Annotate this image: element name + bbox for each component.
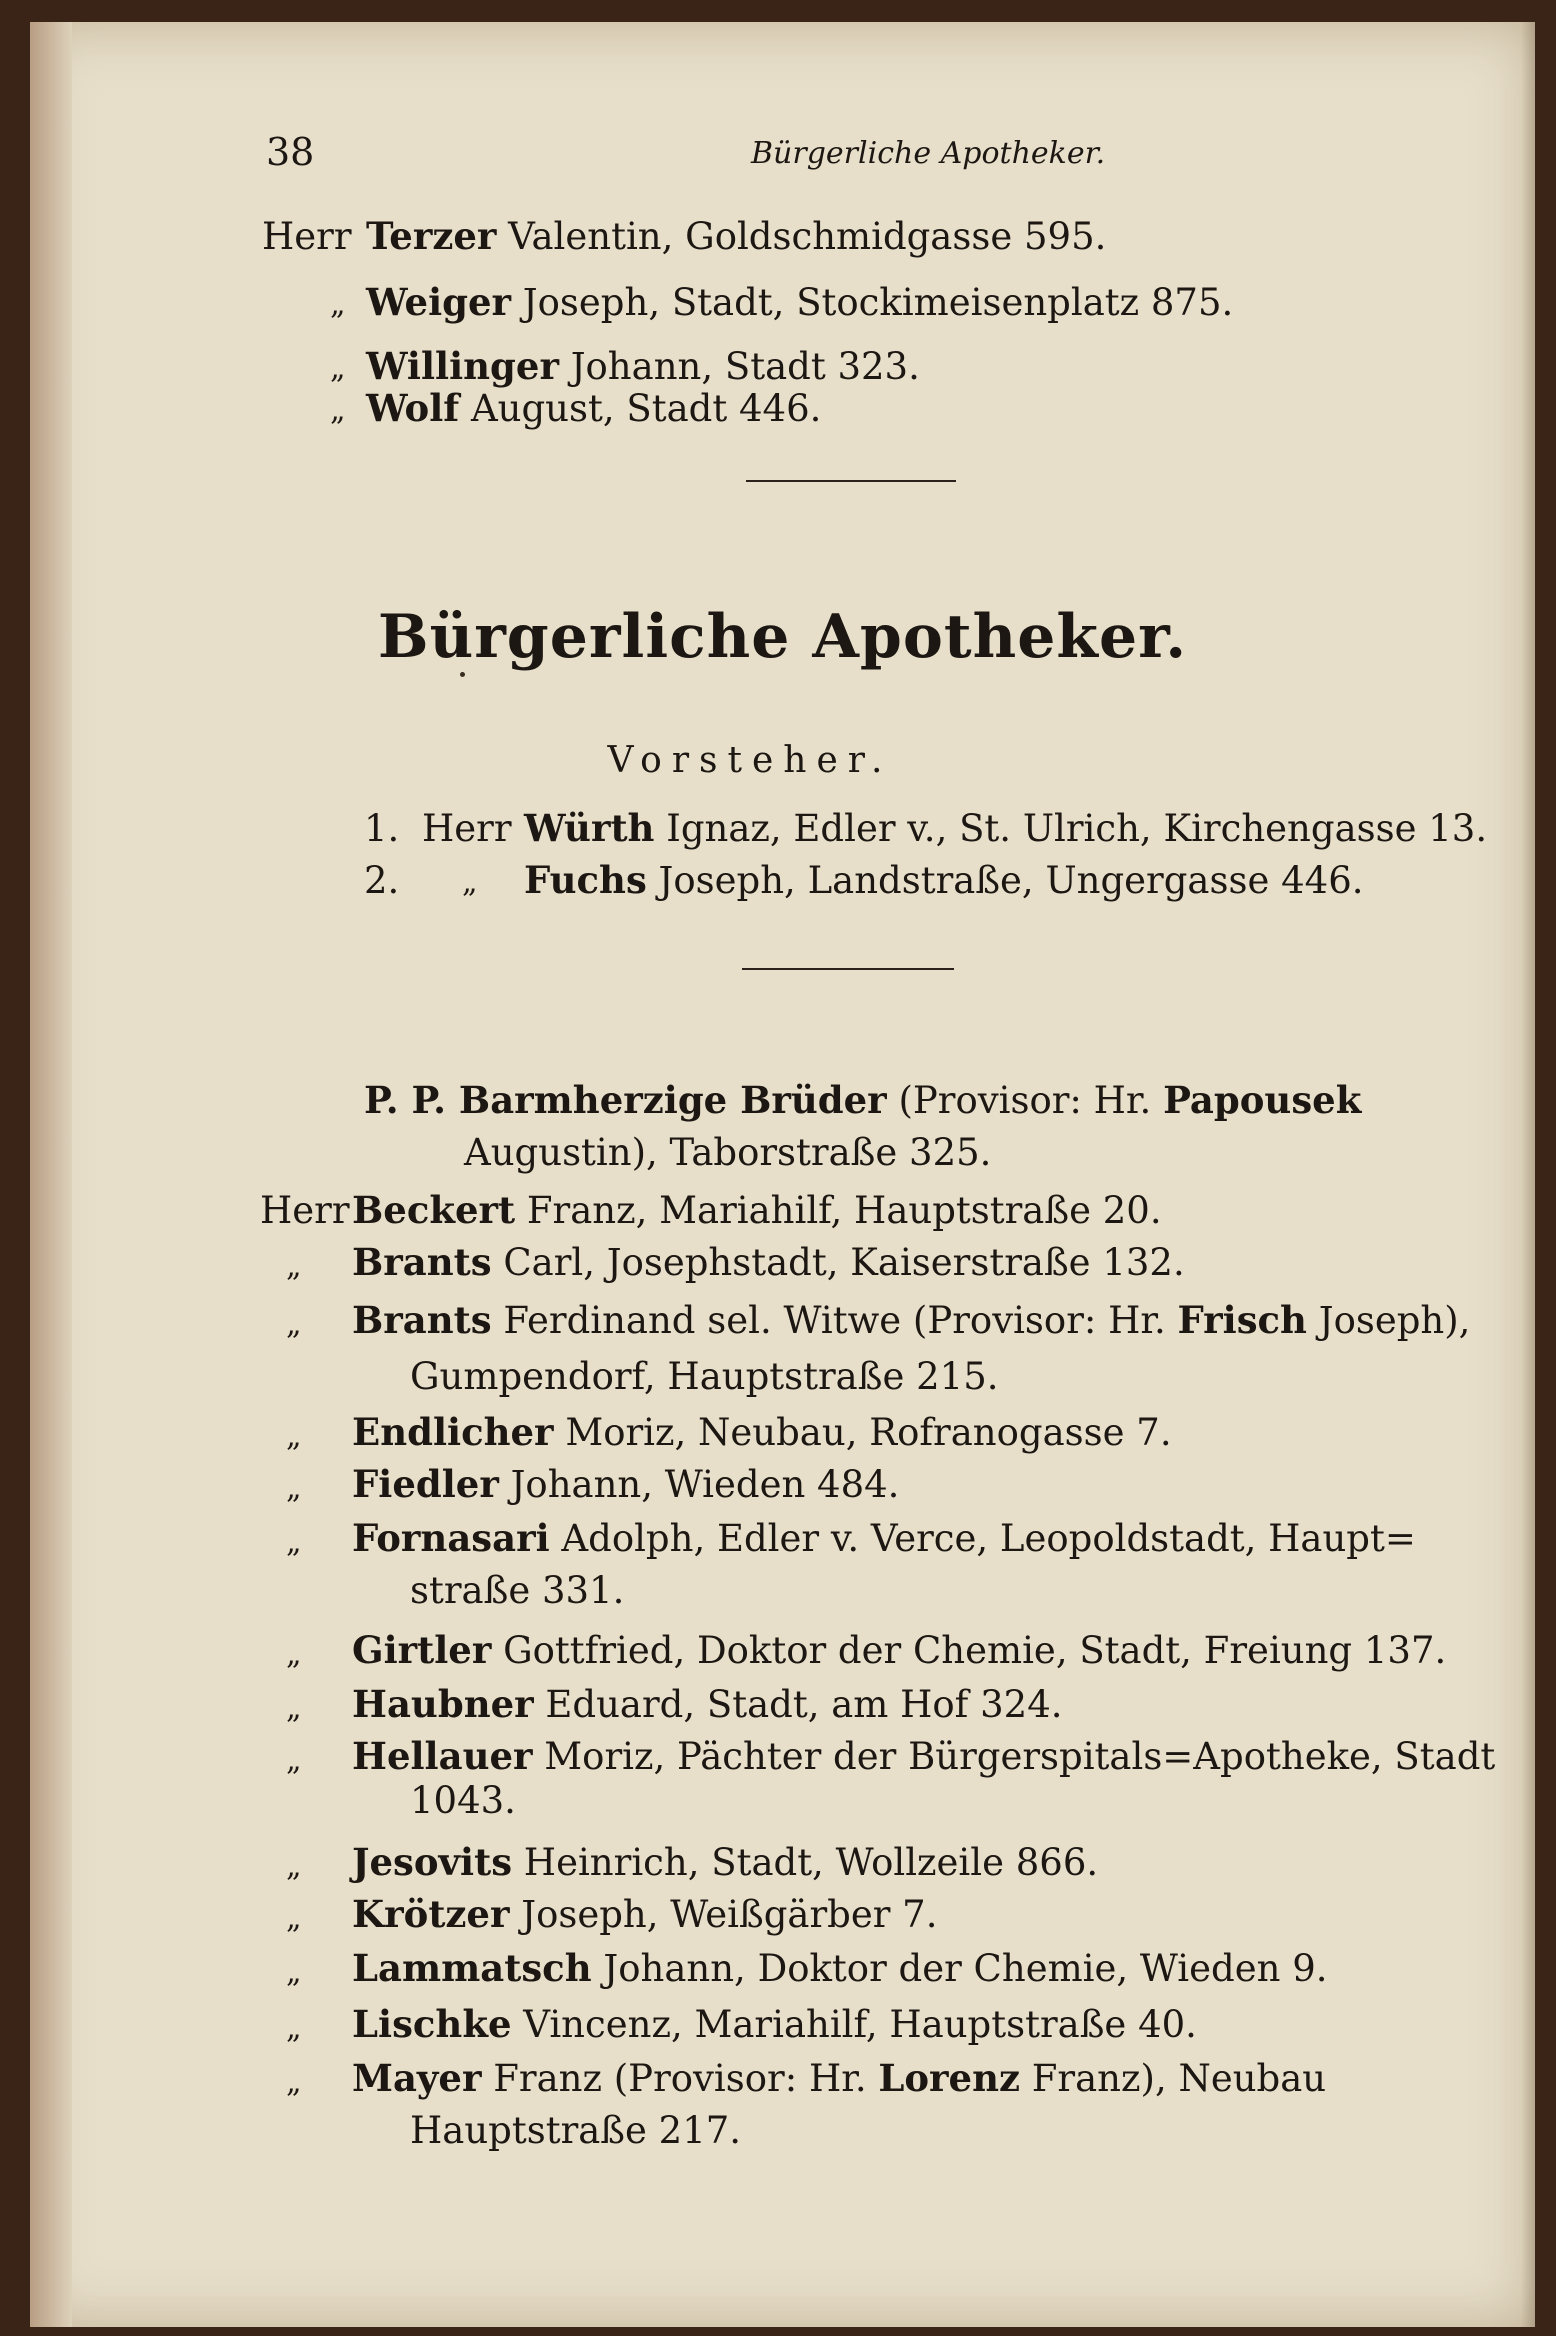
entry-number: 1. [364, 807, 400, 850]
list-item [352, 1516, 1416, 1560]
subsection-title: Vorsteher. [607, 740, 893, 781]
entry-prefix: Herr [262, 215, 352, 258]
entry-details-end: Franz), Neubau [1020, 2057, 1327, 2100]
page-gutter [30, 22, 72, 2327]
entry-details: Gottfried, Doktor der Chemie, Stadt, Freiung 137. [491, 1629, 1447, 1672]
entry-name: Lammatsch [352, 1946, 592, 1990]
entry-ditto-mark: „ [330, 287, 346, 322]
entry-ditto-mark: „ [286, 1743, 302, 1778]
list-item [352, 1682, 1063, 1726]
entry-ditto-mark: „ [286, 2011, 302, 2046]
list-item-continuation [464, 1131, 992, 1174]
entry-details: Heinrich, Stadt, Wollzeile 866. [512, 1841, 1099, 1884]
list-item [524, 806, 1488, 850]
entry-name: Weiger [366, 280, 512, 324]
entry-details: Johann, Wieden 484. [498, 1463, 900, 1506]
entry-details: Moriz, Pächter der Bürgerspitals=Apotheke, Stadt [532, 1735, 1496, 1778]
entry-details: Eduard, Stadt, am Hof 324. [533, 1683, 1063, 1726]
entry-details: Adolph, Edler v. Verce, Leopoldstadt, Haupt= [549, 1517, 1416, 1560]
print-speck [460, 672, 465, 677]
entry-details: straße 331. [410, 1569, 625, 1612]
entry-details: Gumpendorf, Hauptstraße 215. [410, 1355, 999, 1398]
list-item [352, 2002, 1197, 2046]
entry-name: Jesovits [352, 1840, 513, 1884]
list-item [352, 1410, 1172, 1454]
entry-name: Fiedler [352, 1462, 499, 1506]
entry-details: (Provisor: Hr. [886, 1079, 1164, 1122]
entry-details: Valentin, Goldschmidgasse 595. [496, 215, 1107, 258]
running-head-title: Bürgerliche Apotheker. [751, 136, 1106, 171]
entry-name: Krötzer [352, 1892, 510, 1936]
entry-ditto-mark: „ [330, 351, 346, 386]
list-item [352, 1298, 1471, 1342]
entry-details: Johann, Stadt 323. [558, 345, 920, 388]
list-item [352, 1188, 1162, 1232]
book-page [30, 22, 1535, 2327]
entry-ditto-mark: „ [462, 865, 478, 900]
list-item [352, 1892, 938, 1936]
entry-ditto-mark: „ [286, 1307, 302, 1342]
entry-details: Hauptstraße 217. [410, 2109, 742, 2152]
list-item [352, 1462, 900, 1506]
entry-name: Brants [352, 1240, 492, 1284]
entry-details: Carl, Josephstadt, Kaiserstraße 132. [491, 1241, 1185, 1284]
entry-ditto-mark: „ [286, 1901, 302, 1936]
entry-details: Johann, Doktor der Chemie, Wieden 9. [591, 1947, 1328, 1990]
entry-name: Mayer [352, 2056, 482, 2100]
entry-name: Terzer [366, 214, 497, 258]
entry-ditto-mark: „ [286, 2065, 302, 2100]
entry-name: Lischke [352, 2002, 512, 2046]
list-item [366, 386, 822, 430]
entry-details: Joseph, Landstraße, Ungergasse 446. [646, 859, 1364, 902]
entry-details: Franz (Provisor: Hr. [481, 2057, 879, 2100]
entry-name: Wolf [366, 386, 460, 430]
list-item-continuation [410, 1355, 999, 1398]
running-head [266, 130, 1426, 180]
entry-ditto-mark: „ [286, 1955, 302, 1990]
list-item [352, 1734, 1496, 1778]
entry-name: P. P. Barmherzige Brüder [364, 1078, 887, 1122]
entry-details-end: Joseph), [1306, 1299, 1471, 1342]
list-item [352, 1946, 1328, 1990]
entry-details: Joseph, Weißgärber 7. [509, 1893, 938, 1936]
entry-provisor-name: Papousek [1163, 1078, 1362, 1122]
entry-details: Ferdinand sel. Witwe (Provisor: Hr. [491, 1299, 1178, 1342]
section-divider [742, 968, 954, 970]
entry-ditto-mark: „ [286, 1419, 302, 1454]
entry-provisor-name: Frisch [1177, 1298, 1307, 1342]
entry-ditto-mark: „ [286, 1471, 302, 1506]
entry-name: Girtler [352, 1628, 492, 1672]
entry-details: Franz, Mariahilf, Hauptstraße 20. [515, 1189, 1162, 1232]
entry-ditto-mark: „ [286, 1691, 302, 1726]
entry-details: 1043. [410, 1779, 516, 1822]
entry-name: Willinger [366, 344, 559, 388]
entry-ditto-mark: „ [286, 1637, 302, 1672]
list-item [352, 1240, 1185, 1284]
entry-details: August, Stadt 446. [459, 387, 822, 430]
list-item [364, 1078, 1362, 1122]
entry-details: Vincenz, Mariahilf, Hauptstraße 40. [511, 2003, 1197, 2046]
list-item-continuation [410, 1779, 516, 1822]
list-item [352, 1628, 1447, 1672]
page-edge [1521, 22, 1535, 2327]
entry-ditto-mark: „ [286, 1525, 302, 1560]
entry-details: Joseph, Stadt, Stockimeisenplatz 875. [511, 281, 1234, 324]
list-item [366, 344, 920, 388]
entry-name: Würth [524, 806, 655, 850]
list-item [524, 858, 1364, 902]
entry-name: Brants [352, 1298, 492, 1342]
list-item-continuation [410, 2109, 742, 2152]
entry-details: Moriz, Neubau, Rofranogasse 7. [553, 1411, 1172, 1454]
list-item-continuation [410, 1569, 625, 1612]
list-item [366, 280, 1234, 324]
entry-ditto-mark: „ [330, 393, 346, 428]
entry-name: Fuchs [524, 858, 647, 902]
entry-details: Augustin), Taborstraße 325. [464, 1131, 992, 1174]
list-item [352, 2056, 1327, 2100]
entry-ditto-mark: „ [286, 1249, 302, 1284]
entry-prefix: Herr [260, 1189, 350, 1232]
entry-name: Endlicher [352, 1410, 554, 1454]
entry-prefix: Herr [422, 807, 512, 850]
entry-name: Fornasari [352, 1516, 550, 1560]
entry-provisor-name: Lorenz [878, 2056, 1020, 2100]
list-item [352, 1840, 1099, 1884]
entry-details: Ignaz, Edler v., St. Ulrich, Kirchengasse 13. [654, 807, 1488, 850]
entry-ditto-mark: „ [286, 1849, 302, 1884]
section-divider [746, 480, 956, 482]
entry-name: Beckert [352, 1188, 516, 1232]
entry-number: 2. [364, 859, 400, 902]
section-title: Bürgerliche Apotheker. [377, 602, 1188, 672]
list-item [366, 214, 1107, 258]
entry-name: Hellauer [352, 1734, 533, 1778]
entry-name: Haubner [352, 1682, 534, 1726]
page-number: 38 [266, 130, 315, 174]
